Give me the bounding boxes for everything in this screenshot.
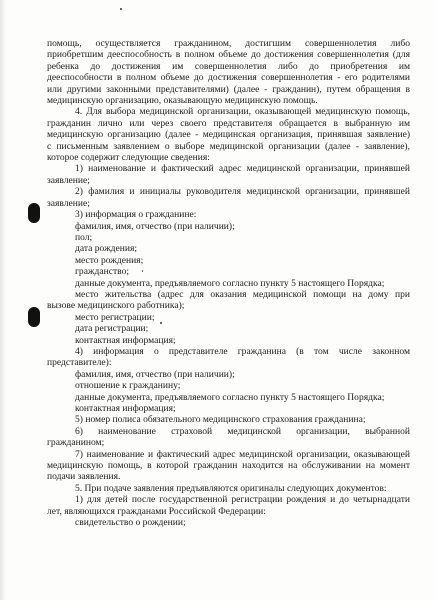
document-line: заявление; — [47, 174, 90, 186]
document-line: медицинскую помощь, в которой гражданин находится на обслуживании на момент — [47, 460, 410, 472]
document-line: данные документа, предъявляемого согласно пункту 5 настоящего Порядка; — [75, 391, 385, 403]
document-line: дата рождения; — [75, 243, 138, 255]
punch-hole-mark — [28, 203, 40, 223]
document-line: 3) информация о гражданине: — [75, 209, 197, 221]
document-line: медицинскую организацию (далее - медицинская организация, принявшая заявление) — [47, 129, 410, 141]
document-line: отношение к гражданину; — [75, 380, 181, 392]
document-line: место регистрации; — [75, 311, 155, 323]
document-line: свидетельство о рождении; — [75, 517, 186, 529]
document-line: дата регистрации; — [75, 323, 149, 335]
scan-speck — [120, 8, 122, 10]
document-line: помощь, осуществляется гражданином, достигшим совершеннолетия либо — [47, 38, 410, 49]
document-line: 4) информация о представителе гражданина (в том числе законном — [75, 345, 410, 357]
document-line: вызове медицинского работника); — [47, 300, 185, 312]
document-line: гражданин лично или через своего представителя обращается в выбранную им — [47, 117, 410, 129]
document-line: 7) наименование и фактический адрес медицинской организации, оказывающей — [75, 448, 410, 460]
document-line: гражданином; — [47, 437, 105, 449]
document-line: гражданство; — [75, 266, 130, 278]
document-line: представителе): — [47, 357, 112, 369]
scan-speck — [160, 322, 162, 324]
document-line: 5. При подаче заявления предъявляются оригиналы следующих документов: — [75, 482, 387, 494]
document-line: приобретшим дееспособность в полном объеме до достижения совершеннолетия (для — [47, 49, 410, 61]
document-line: дееспособности в полном объеме до достижения совершеннолетия - его родителями — [47, 72, 410, 84]
document-line: место рождения; — [75, 254, 144, 266]
document-line: 6) наименование страховой медицинской организации, выбранной — [75, 425, 410, 437]
document-line: место жительства (адрес для оказания медицинской помощи на дому при — [75, 288, 410, 300]
document-line: 1) для детей после государственной регистрации рождения и до четырнадцати — [75, 494, 410, 506]
document-line: заявление; — [47, 197, 90, 209]
document-line: подачи заявления. — [47, 471, 121, 483]
document-line: 4. Для выбора медицинской организации, оказывающей медицинскую помощь, — [75, 106, 410, 118]
document-line: фамилия, имя, отчество (при наличии); — [75, 220, 235, 232]
scan-edge-shadow — [0, 0, 6, 600]
document-body — [47, 38, 410, 528]
document-line: фамилия, имя, отчество (при наличии); — [75, 368, 235, 380]
document-line: с письменным заявлением о выборе медицинской организации (далее - заявление), — [47, 140, 410, 152]
scan-speck — [142, 270, 143, 272]
document-line: медицинскую организацию, оказывающую медицинскую помощь. — [47, 95, 318, 107]
document-line: данные документа, предъявляемого согласно пункту 5 настоящего Порядка; — [75, 277, 385, 289]
document-line: пол; — [75, 231, 93, 243]
document-line: лет, являющихся гражданами Российской Федерации: — [47, 505, 266, 517]
document-line: 2) фамилия и инициалы руководителя медицинской организации, принявшей — [75, 186, 410, 198]
document-line: ребенка до достижения им совершеннолетия либо до приобретения им — [47, 60, 410, 72]
punch-hole-mark — [28, 307, 40, 327]
document-line: 5) номер полиса обязательного медицинского страхования гражданина; — [75, 414, 366, 426]
document-line: 1) наименование и фактический адрес медицинской организации, принявшей — [75, 163, 410, 175]
document-line: контактная информация; — [75, 334, 176, 346]
document-line: которое содержит следующие сведения: — [47, 152, 210, 164]
document-line: или другими законными представителями) (далее - гражданин), путем обращения в — [47, 83, 410, 95]
document-line: контактная информация; — [75, 403, 176, 414]
